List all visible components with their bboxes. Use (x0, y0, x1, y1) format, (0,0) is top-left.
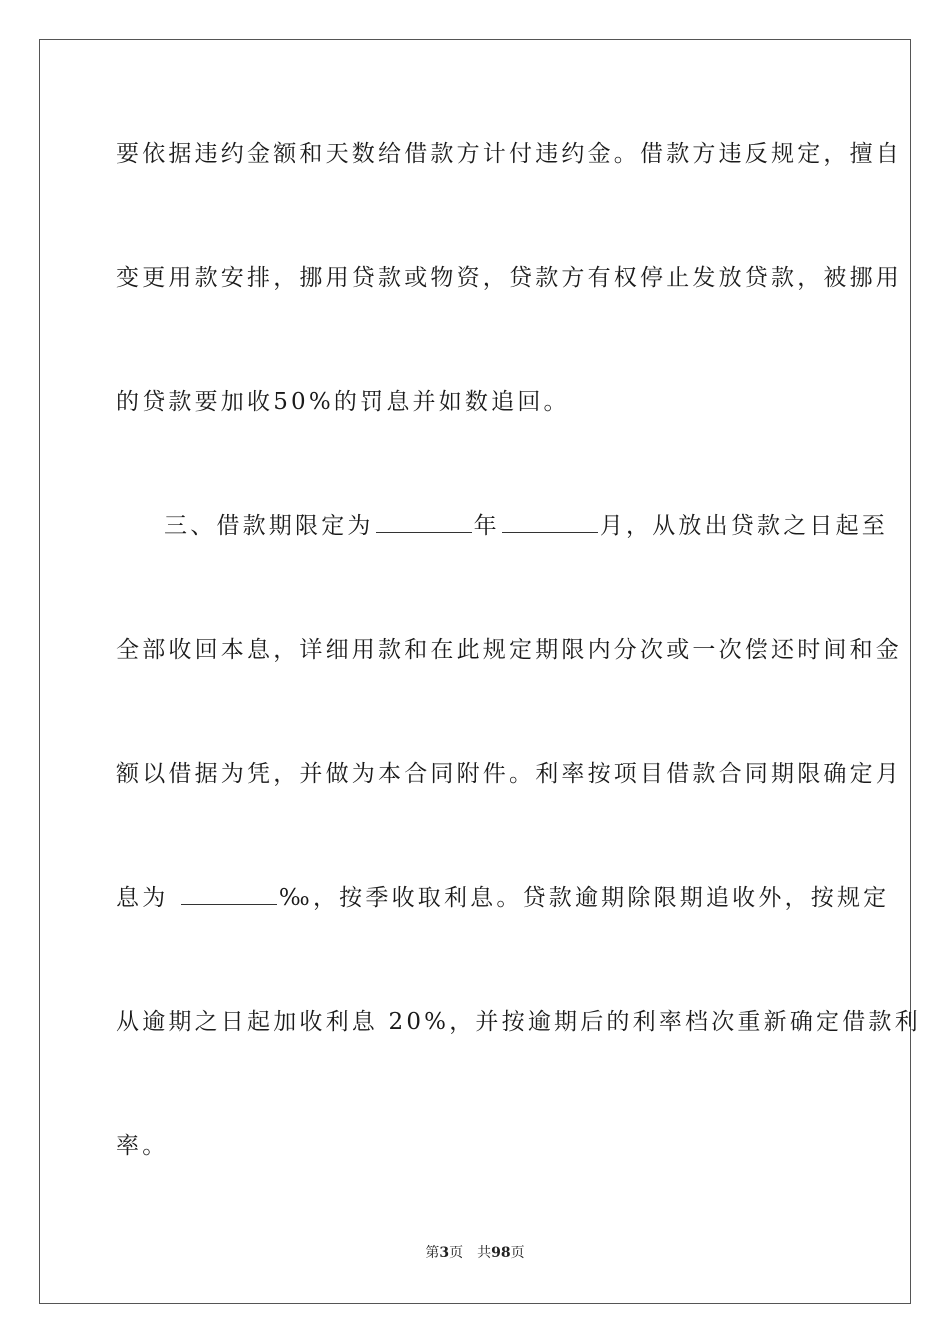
page-unit: 页 (449, 1245, 464, 1261)
clause-3-line (164, 511, 889, 541)
text-line-9: 率。 (116, 1133, 169, 1159)
month-blank (502, 512, 598, 533)
page-number: 3 (439, 1245, 450, 1261)
clause-3-year-label: 年 (473, 513, 500, 539)
clause-3-suffix: 月，从放出贷款之日起至 (599, 513, 889, 539)
text-line-6: 额以借据为凭，并做为本合同附件。利率按项目借款合同期限确定月 (116, 761, 902, 787)
total-prefix: 共 (477, 1245, 492, 1261)
text-line-8: 从逾期之日起加收利息 20%，并按逾期后的利率档次重新确定借款利 (116, 1009, 921, 1035)
clause-3-prefix: 三、借款期限定为 (164, 513, 374, 539)
page-footer (0, 1244, 950, 1262)
total-pages: 98 (491, 1245, 511, 1261)
total-unit: 页 (510, 1245, 525, 1261)
text-line-1: 要依据违约金额和天数给借款方计付违约金。借款方违反规定，擅自 (116, 141, 902, 167)
text-line-3: 的贷款要加收50%的罚息并如数追回。 (116, 389, 570, 415)
page-prefix: 第 (425, 1245, 440, 1261)
text-line-5: 全部收回本息，详细用款和在此规定期限内分次或一次偿还时间和金 (116, 637, 902, 663)
interest-suffix: ‰，按季收取利息。贷款逾期除限期追收外，按规定 (278, 885, 890, 911)
text-line-2: 变更用款安排，挪用贷款或物资，贷款方有权停止发放贷款，被挪用 (116, 265, 902, 291)
interest-rate-blank (181, 884, 277, 905)
year-blank (376, 512, 472, 533)
page-border (39, 39, 921, 1304)
interest-prefix: 息为 (116, 885, 179, 911)
interest-rate-line (116, 883, 890, 913)
